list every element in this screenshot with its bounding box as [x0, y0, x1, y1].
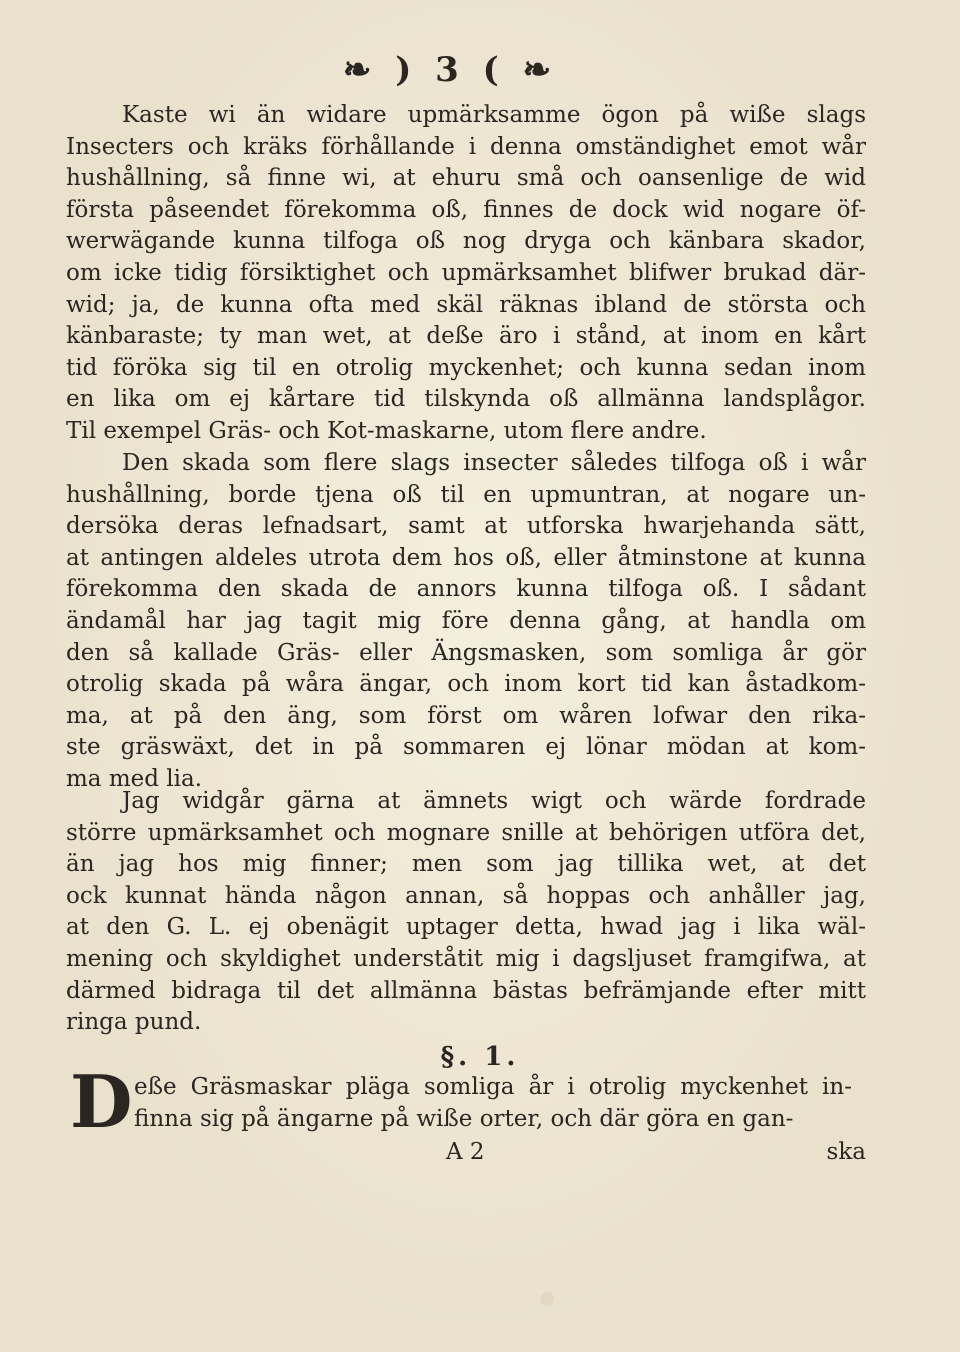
text-line: ma, at på den äng, som först om wåren lofwar den rika-	[66, 702, 866, 729]
text-line: eße Gräsmaskar pläga somliga år i otrolig myckenhet in-	[134, 1074, 852, 1100]
catchword: ska	[826, 1139, 866, 1165]
text-line: första påseendet förekomma oß, finnes de dock wid nogare öf-	[66, 196, 866, 223]
footer-line	[66, 1136, 866, 1168]
text-line: werwägande kunna tilfoga oß nog dryga och känbara skador,	[66, 228, 866, 255]
text-line: Jag widgår gärna at ämnets wigt och wärde fordrade	[122, 788, 866, 814]
text-line: en lika om ej kårtare tid tilskynda oß allmänna landsplågor.	[66, 386, 866, 413]
signature-mark: A 2	[446, 1139, 485, 1165]
text-line: ock kunnat hända någon annan, så hoppas och anhåller jag,	[66, 882, 866, 909]
text-line: dersöka deras lefnadsart, samt at utforska hwarjehanda sätt,	[66, 513, 866, 540]
text-line: större upmärksamhet och mognare snille at behörigen utföra det,	[66, 819, 866, 846]
paper-stain	[540, 1292, 554, 1306]
text-line: wid; ja, de kunna ofta med skäl räknas ibland de största och	[66, 291, 866, 318]
drop-cap: D	[70, 1059, 133, 1144]
text-line: därmed bidraga til det allmänna bästas befrämjande efter mitt	[66, 977, 866, 1004]
text-line: Insecters och kräks förhållande i denna omständighet emot wår	[66, 133, 866, 160]
text-line: otrolig skada på wåra ängar, och inom kort tid kan åstadkom-	[66, 671, 866, 698]
text-line: den så kallade Gräs- eller Ängsmasken, som somliga år gör	[66, 639, 866, 666]
paragraph-3	[66, 786, 866, 1039]
text-line: ma med lia.	[66, 765, 203, 792]
text-line: mening och skyldighet underståtit mig i dagsljuset framgifwa, at	[66, 945, 866, 972]
text-line: Kaste wi än widare upmärksamme ögon på wiße slags	[122, 102, 866, 128]
text-line: hushållning, borde tjena oß til en upmuntran, at nogare un-	[66, 481, 866, 508]
text-line: ändamål har jag tagit mig före denna gång, at handla om	[66, 607, 866, 634]
page-header: ❧ ) 3 ( ❧	[342, 50, 558, 90]
text-line: Den skada som flere slags insecter således tilfoga oß i wår	[122, 450, 866, 476]
text-line: Til exempel Gräs- och Kot-maskarne, utom flere andre.	[66, 417, 707, 444]
text-line: at den G. L. ej obenägit uptager detta, hwad jag i lika wäl-	[66, 914, 866, 941]
text-line: förekomma den skada de annors kunna tilfoga oß. I sådant	[66, 576, 866, 603]
text-line: än jag hos mig finner; men som jag tillika wet, at det	[66, 851, 866, 878]
section-heading: §. 1.	[440, 1042, 520, 1072]
text-line: at antingen aldeles utrota dem hos oß, eller åtminstone at kunna	[66, 544, 866, 571]
paragraph-1	[66, 100, 866, 448]
text-line: hushållning, så finne wi, at ehuru små och oansenlige de wid	[66, 165, 866, 192]
text-line: om icke tidig försiktighet och upmärksamhet blifwer brukad där-	[66, 259, 866, 286]
paragraph-2	[66, 448, 866, 796]
text-line: finna sig på ängarne på wiße orter, och där göra en gan-	[134, 1105, 794, 1132]
text-line: känbaraste; ty man wet, at deße äro i stånd, at inom en kårt	[66, 323, 866, 350]
text-line: ste gräswäxt, det in på sommaren ej lönar mödan at kom-	[66, 734, 866, 761]
text-line: tid föröka sig til en otrolig myckenhet; och kunna sedan inom	[66, 354, 866, 381]
text-line: ringa pund.	[66, 1009, 202, 1036]
paragraph-4	[134, 1072, 852, 1135]
